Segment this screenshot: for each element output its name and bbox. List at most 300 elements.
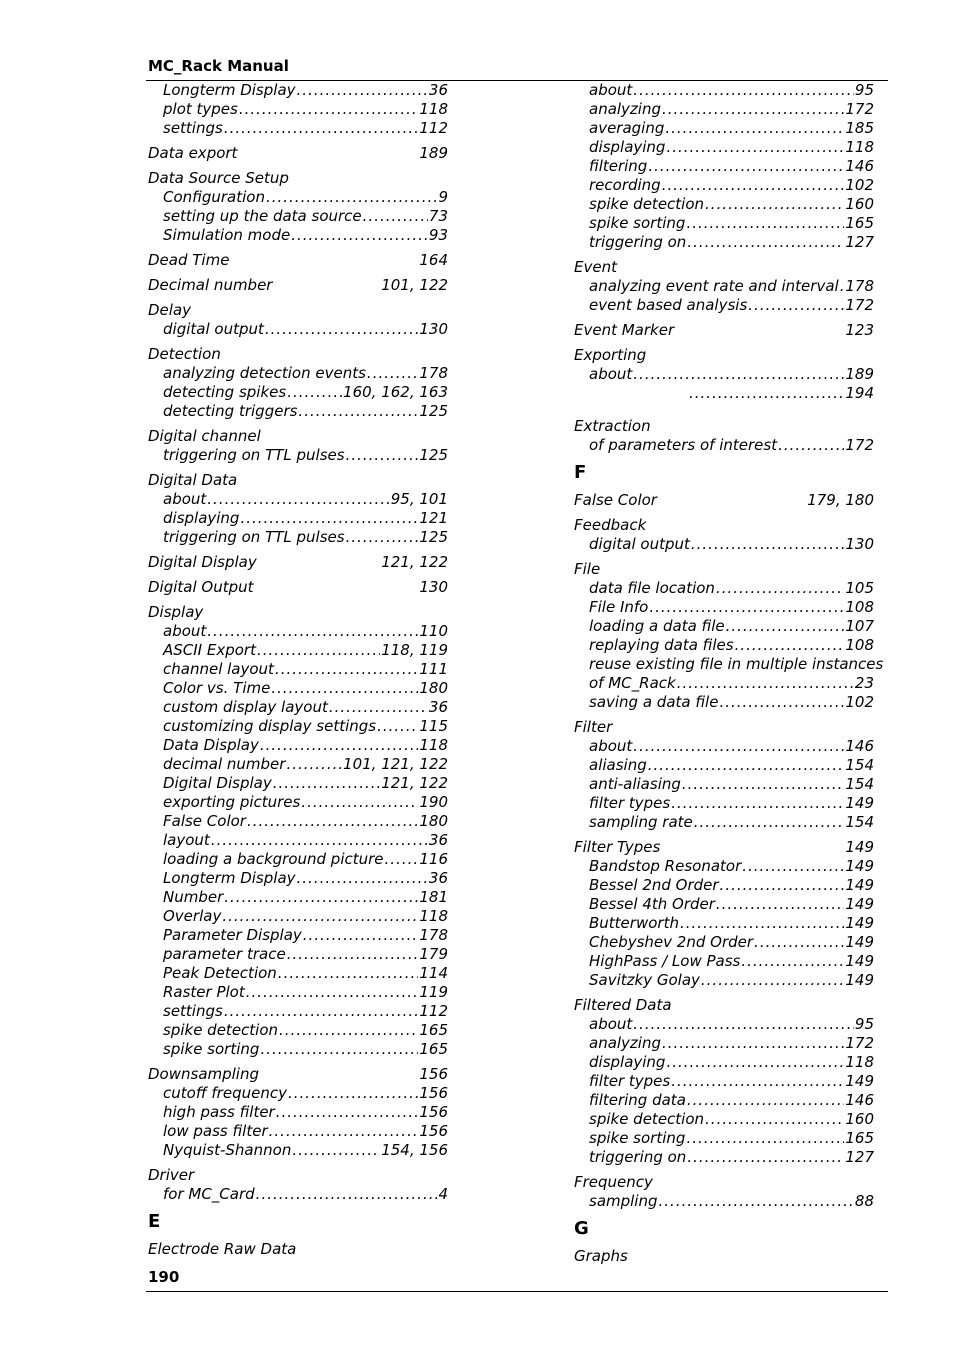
index-subentry: [148, 320, 448, 339]
index-page-ref: 107: [845, 617, 874, 635]
index-term: [148, 578, 448, 597]
dot-leader: [287, 945, 419, 964]
index-subentry: [148, 490, 448, 509]
index-term-text: Event Marker: [574, 321, 675, 339]
dot-leader: [367, 364, 418, 383]
index-term-text: settings: [163, 119, 223, 137]
index-page-ref: 95: [854, 81, 874, 99]
index-term-text: digital output: [589, 535, 690, 553]
index-term-text: of parameters of interest: [589, 436, 778, 454]
index-term-text: about: [163, 622, 207, 640]
dot-leader: [735, 636, 845, 655]
index-term-text: Digital Output: [148, 578, 254, 596]
index-entry: [574, 516, 874, 554]
index-subentry: [148, 660, 448, 679]
dot-leader: [682, 775, 844, 794]
dot-leader: [726, 617, 845, 636]
index-term-text: digital output: [163, 320, 264, 338]
index-term-text: analyzing: [589, 1034, 662, 1052]
index-entry: [148, 345, 448, 421]
index-term-text: Bessel 2nd Order: [589, 876, 719, 894]
index-term-text: Filter Types: [574, 838, 661, 856]
index-entry: [148, 169, 448, 245]
dot-leader: [303, 926, 419, 945]
index-subentry: [574, 176, 874, 195]
index-term-text: Peak Detection: [163, 964, 277, 982]
index-term-text: Feedback: [574, 516, 647, 534]
index-subentry: [148, 402, 448, 421]
index-term-text: saving a data file: [589, 693, 719, 711]
index-page-ref: 194: [845, 384, 874, 402]
index-subentry: [574, 655, 884, 674]
index-subentry: [574, 277, 874, 296]
index-page-ref: 190: [419, 793, 448, 811]
dot-leader: [256, 1185, 438, 1204]
dot-leader: [662, 176, 845, 195]
index-entry: [148, 1065, 448, 1160]
index-entry: [148, 144, 448, 163]
dot-leader: [260, 736, 418, 755]
index-term: [148, 251, 448, 270]
index-term-text: Chebyshev 2nd Order: [589, 933, 754, 951]
index-page-ref: 125: [419, 446, 448, 464]
index-page-ref: 165: [845, 1129, 874, 1147]
index-page-ref: 146: [845, 1091, 874, 1109]
index-term-text: Graphs: [574, 1247, 628, 1265]
index-subentry: [148, 1122, 448, 1141]
index-term-text: spike detection: [589, 195, 705, 213]
index-subentry: [148, 717, 448, 736]
index-term-text: detecting spikes: [163, 383, 287, 401]
index-term-text: Longterm Display: [163, 869, 296, 887]
index-term-text: spike sorting: [589, 1129, 686, 1147]
dot-leader: [247, 812, 418, 831]
index-term-text: about: [589, 1015, 633, 1033]
index-subentry: [574, 794, 874, 813]
dot-leader: [273, 774, 380, 793]
footer-rule: [146, 1291, 888, 1292]
index-subentry: [148, 1040, 448, 1059]
index-column-left: [148, 81, 448, 1265]
index-term-text: detecting triggers: [163, 402, 298, 420]
index-subentry: [148, 1084, 448, 1103]
index-page-ref: 127: [845, 233, 874, 251]
index-subentry: [148, 1103, 448, 1122]
dot-leader: [705, 195, 844, 214]
index-subentry: [574, 914, 874, 933]
index-term: [574, 1247, 874, 1266]
index-page-ref: 118: [419, 736, 448, 754]
dot-leader: [671, 794, 844, 813]
index-term: [574, 560, 874, 579]
index-term-text: File Info: [589, 598, 649, 616]
index-page-ref: 115: [419, 717, 448, 735]
index-subentry: [148, 1141, 448, 1160]
index-page-ref: 88: [854, 1192, 874, 1210]
index-term-text: parameter trace: [163, 945, 286, 963]
dot-leader: [705, 1110, 844, 1129]
index-subentry: [574, 775, 874, 794]
index-column-right: [574, 81, 884, 1272]
dot-leader: [271, 679, 418, 698]
index-page-ref: 185: [845, 119, 874, 137]
dot-leader: [246, 983, 419, 1002]
index-term-text: Configuration: [163, 188, 265, 206]
index-section-letter: E: [148, 1211, 161, 1232]
dot-leader: [224, 888, 418, 907]
index-term-text: sampling: [589, 1192, 658, 1210]
index-term-text: channel layout: [163, 660, 274, 678]
index-page-ref: 149: [845, 952, 874, 970]
index-entry: [574, 838, 874, 990]
dot-leader: [680, 914, 844, 933]
index-subentry: [574, 157, 874, 176]
index-page-ref: 36: [428, 869, 448, 887]
index-entry: [574, 346, 874, 403]
index-subentry: [148, 383, 448, 402]
index-term-text: Number: [163, 888, 224, 906]
index-section-letter: G: [574, 1218, 589, 1239]
dot-leader: [329, 698, 428, 717]
index-term-text: triggering on: [589, 233, 687, 251]
index-term-text: Electrode Raw Data: [148, 1240, 297, 1258]
index-term-text: Overlay: [163, 907, 222, 925]
dot-leader: [778, 436, 844, 455]
dot-leader: [633, 81, 854, 100]
dot-leader: [671, 1072, 844, 1091]
index-page-ref: 160: [845, 195, 874, 213]
index-subentry: [574, 1148, 874, 1167]
index-term: [148, 301, 448, 320]
index-page-ref: 149: [845, 794, 874, 812]
index-subentry: [148, 81, 448, 100]
index-term-text: Extraction: [574, 417, 651, 435]
index-term-text: Color vs. Time: [163, 679, 271, 697]
index-page-ref: 172: [845, 1034, 874, 1052]
dot-leader: [633, 1015, 854, 1034]
index-page-ref: 181: [419, 888, 448, 906]
index-term-text: Digital channel: [148, 427, 261, 445]
index-page-ref: 127: [845, 1148, 874, 1166]
dot-leader: [720, 876, 845, 895]
index-term: [148, 427, 448, 446]
index-term-text: sampling rate: [589, 813, 693, 831]
index-term: [148, 345, 448, 364]
dot-leader: [742, 857, 844, 876]
index-term-text: of MC_Rack: [589, 674, 676, 692]
index-page-ref: 118: [419, 100, 448, 118]
dot-leader: [377, 717, 418, 736]
index-subentry: [574, 617, 874, 636]
index-entry: [574, 321, 874, 340]
index-term-text: Longterm Display: [163, 81, 296, 99]
index-term: [148, 276, 448, 295]
index-term-text: triggering on: [589, 1148, 687, 1166]
index-page-ref: 110: [419, 622, 448, 640]
index-page-ref: 112: [419, 1002, 448, 1020]
index-term: [148, 1166, 448, 1185]
index-subentry: [574, 100, 874, 119]
index-subentry: [148, 446, 448, 465]
dot-leader: [665, 119, 844, 138]
dot-leader: [224, 1002, 419, 1021]
index-term: [574, 491, 874, 510]
index-page-ref: 36: [428, 81, 448, 99]
index-page-ref: 118: [845, 138, 874, 156]
index-page-ref: 9: [438, 188, 448, 206]
index-term-text: loading a data file: [589, 617, 725, 635]
index-subentry: [574, 876, 874, 895]
index-subentry: [148, 755, 448, 774]
page-number: 190: [148, 1268, 180, 1286]
index-page-ref: 164: [419, 251, 448, 269]
dot-leader: [275, 660, 418, 679]
index-term-text: about: [589, 81, 633, 99]
index-subentry: [574, 933, 874, 952]
index-subentry: [574, 598, 874, 617]
index-term-text: plot types: [163, 100, 238, 118]
index-page-ref: 189: [845, 365, 874, 383]
dot-leader: [240, 509, 418, 528]
index-page-ref: 172: [845, 100, 874, 118]
dot-leader: [211, 831, 428, 850]
dot-leader: [222, 907, 418, 926]
dot-leader: [239, 100, 419, 119]
index-term-text: Butterworth: [589, 914, 679, 932]
index-term-text: about: [589, 365, 633, 383]
index-subentry: [148, 793, 448, 812]
index-subentry: [148, 100, 448, 119]
index-term-text: event based analysis: [589, 296, 748, 314]
index-subentry: [148, 364, 448, 383]
index-entry: [148, 553, 448, 572]
index-subentry: [148, 850, 448, 869]
index-subentry: [574, 1034, 874, 1053]
index-subentry: [574, 214, 874, 233]
index-page-ref: 149: [845, 876, 874, 894]
index-page-ref: 116: [419, 850, 448, 868]
dot-leader: [666, 138, 844, 157]
index-term-text: File: [574, 560, 601, 578]
index-term: [148, 169, 448, 188]
dot-leader: [301, 793, 418, 812]
index-page-ref: 154, 156: [381, 1141, 448, 1159]
index-term: [148, 603, 448, 622]
index-term-text: Digital Display: [163, 774, 272, 792]
index-term-text: cutoff frequency: [163, 1084, 287, 1102]
index-page-ref: 189: [419, 144, 448, 162]
index-page-ref: 178: [419, 364, 448, 382]
index-term-text: Digital Display: [148, 553, 257, 571]
index-entry: [574, 491, 874, 510]
index-term: [574, 1173, 874, 1192]
index-subentry: [574, 1072, 874, 1091]
index-term-text: setting up the data source: [163, 207, 362, 225]
index-term-text: Event: [574, 258, 617, 276]
index-term-text: Decimal number: [148, 276, 273, 294]
index-page-ref: 95: [854, 1015, 874, 1033]
index-term-text: Bessel 4th Order: [589, 895, 715, 913]
index-term-text: displaying: [163, 509, 240, 527]
dot-leader: [633, 365, 844, 384]
index-page-ref: 23: [854, 674, 874, 692]
index-page-ref: 149: [845, 1072, 874, 1090]
index-page-ref: 154: [845, 756, 874, 774]
index-term-text: custom display layout: [163, 698, 328, 716]
index-term-text: spike sorting: [589, 214, 686, 232]
index-entry: [574, 560, 884, 712]
index-term: [148, 1240, 448, 1259]
index-entry: [148, 276, 448, 295]
index-term-text: averaging: [589, 119, 665, 137]
index-page-ref: 165: [419, 1040, 448, 1058]
index-entry: [574, 417, 874, 455]
index-term-text: filtering data: [589, 1091, 686, 1109]
index-page-ref: 36: [428, 698, 448, 716]
running-header: MC_Rack Manual: [148, 57, 289, 75]
index-page-ref: 154: [845, 775, 874, 793]
index-term-text: Raster Plot: [163, 983, 245, 1001]
dot-leader: [741, 952, 844, 971]
index-subentry: [574, 756, 874, 775]
index-subentry: [148, 119, 448, 138]
index-page-ref: 149: [845, 933, 874, 951]
index-page-ref: 118: [419, 907, 448, 925]
index-page-ref: 121: [419, 509, 448, 527]
dot-leader: [701, 971, 844, 990]
index-term: [148, 471, 448, 490]
dot-leader: [648, 756, 845, 775]
index-subentry: [148, 226, 448, 245]
index-subentry: [148, 509, 448, 528]
index-subentry: [574, 636, 874, 655]
dot-leader: [207, 490, 389, 509]
index-term: [574, 718, 874, 737]
index-term-text: about: [589, 737, 633, 755]
index-entry: [574, 1173, 874, 1211]
index-term-text: exporting pictures: [163, 793, 301, 811]
index-term-text: Data Source Setup: [148, 169, 289, 187]
index-term-text: Nyquist-Shannon: [163, 1141, 292, 1159]
index-subentry: [148, 869, 448, 888]
index-term-text: decimal number: [163, 755, 286, 773]
index-subentry: [148, 945, 448, 964]
index-page-ref: 102: [845, 693, 874, 711]
index-term-text: Bandstop Resonator: [589, 857, 742, 875]
dot-leader: [687, 233, 844, 252]
index-subentry: [574, 1053, 874, 1072]
index-term: [574, 996, 874, 1015]
index-term-text: about: [163, 490, 207, 508]
index-term-text: reuse existing file in multiple instances: [589, 655, 884, 673]
index-subentry: [574, 1192, 874, 1211]
index-term-text: analyzing detection events: [163, 364, 366, 382]
index-term-text: recording: [589, 176, 661, 194]
dot-leader: [207, 622, 418, 641]
index-subentry: [574, 233, 874, 252]
index-subentry: [574, 674, 874, 693]
index-entry: [148, 471, 448, 547]
index-entry: [574, 996, 874, 1167]
index-term-text: replaying data files: [589, 636, 734, 654]
index-term: [148, 144, 448, 163]
index-subentry: [148, 983, 448, 1002]
dot-leader: [686, 1129, 844, 1148]
index-term-text: low pass filter: [163, 1122, 268, 1140]
index-page-ref: 93: [428, 226, 448, 244]
index-page-ref: 73: [428, 207, 448, 225]
index-term-text: Downsampling: [148, 1065, 260, 1083]
index-term-text: ASCII Export: [163, 641, 256, 659]
dot-leader: [363, 207, 428, 226]
index-subentry: [148, 964, 448, 983]
index-page-ref: 130: [845, 535, 874, 553]
index-term: [574, 258, 874, 277]
index-term-text: Parameter Display: [163, 926, 302, 944]
index-subentry: [148, 831, 448, 850]
index-page-ref: 130: [419, 578, 448, 596]
index-page-ref: 121, 122: [381, 774, 448, 792]
index-term-text: Digital Data: [148, 471, 238, 489]
index-page-ref: 130: [419, 320, 448, 338]
index-page-ref: 146: [845, 737, 874, 755]
dot-leader: [716, 579, 844, 598]
index-term: [574, 321, 874, 340]
dot-leader: [716, 895, 844, 914]
index-entry: [148, 301, 448, 339]
index-subentry: [574, 384, 874, 403]
index-entry: [574, 258, 874, 315]
index-term-text: settings: [163, 1002, 223, 1020]
index-term: [574, 516, 874, 535]
index-page-ref: 102: [845, 176, 874, 194]
index-subentry: [148, 679, 448, 698]
index-term-text: triggering on TTL pulses: [163, 446, 345, 464]
index-page-ref: 4: [438, 1185, 448, 1203]
dot-leader: [265, 320, 418, 339]
index-subentry: [148, 774, 448, 793]
index-subentry: [574, 365, 874, 384]
index-subentry: [574, 693, 874, 712]
index-term-text: Simulation mode: [163, 226, 291, 244]
index-subentry: [574, 895, 874, 914]
index-page-ref: 172: [845, 436, 874, 454]
index-term-text: HighPass / Low Pass: [589, 952, 741, 970]
dot-leader: [677, 674, 854, 693]
index-subentry: [574, 737, 874, 756]
index-section-letter: F: [574, 462, 587, 483]
index-subentry: [574, 535, 874, 554]
index-term: [574, 417, 874, 436]
index-page-ref: 105: [845, 579, 874, 597]
dot-leader: [286, 755, 342, 774]
dot-leader: [633, 737, 844, 756]
dot-leader: [687, 1091, 844, 1110]
index-subentry: [148, 1185, 448, 1204]
index-entry: [148, 578, 448, 597]
index-subentry: [574, 138, 874, 157]
index-term-text: customizing display settings: [163, 717, 377, 735]
index-term: [574, 346, 874, 365]
index-page-ref: 160: [845, 1110, 874, 1128]
index-term-text: analyzing event rate and interval: [589, 277, 839, 295]
index-subentry: [148, 888, 448, 907]
dot-leader: [260, 1040, 418, 1059]
index-subentry: [574, 952, 874, 971]
dot-leader: [649, 598, 844, 617]
dot-leader: [346, 528, 419, 547]
index-page-ref: 156: [419, 1103, 448, 1121]
